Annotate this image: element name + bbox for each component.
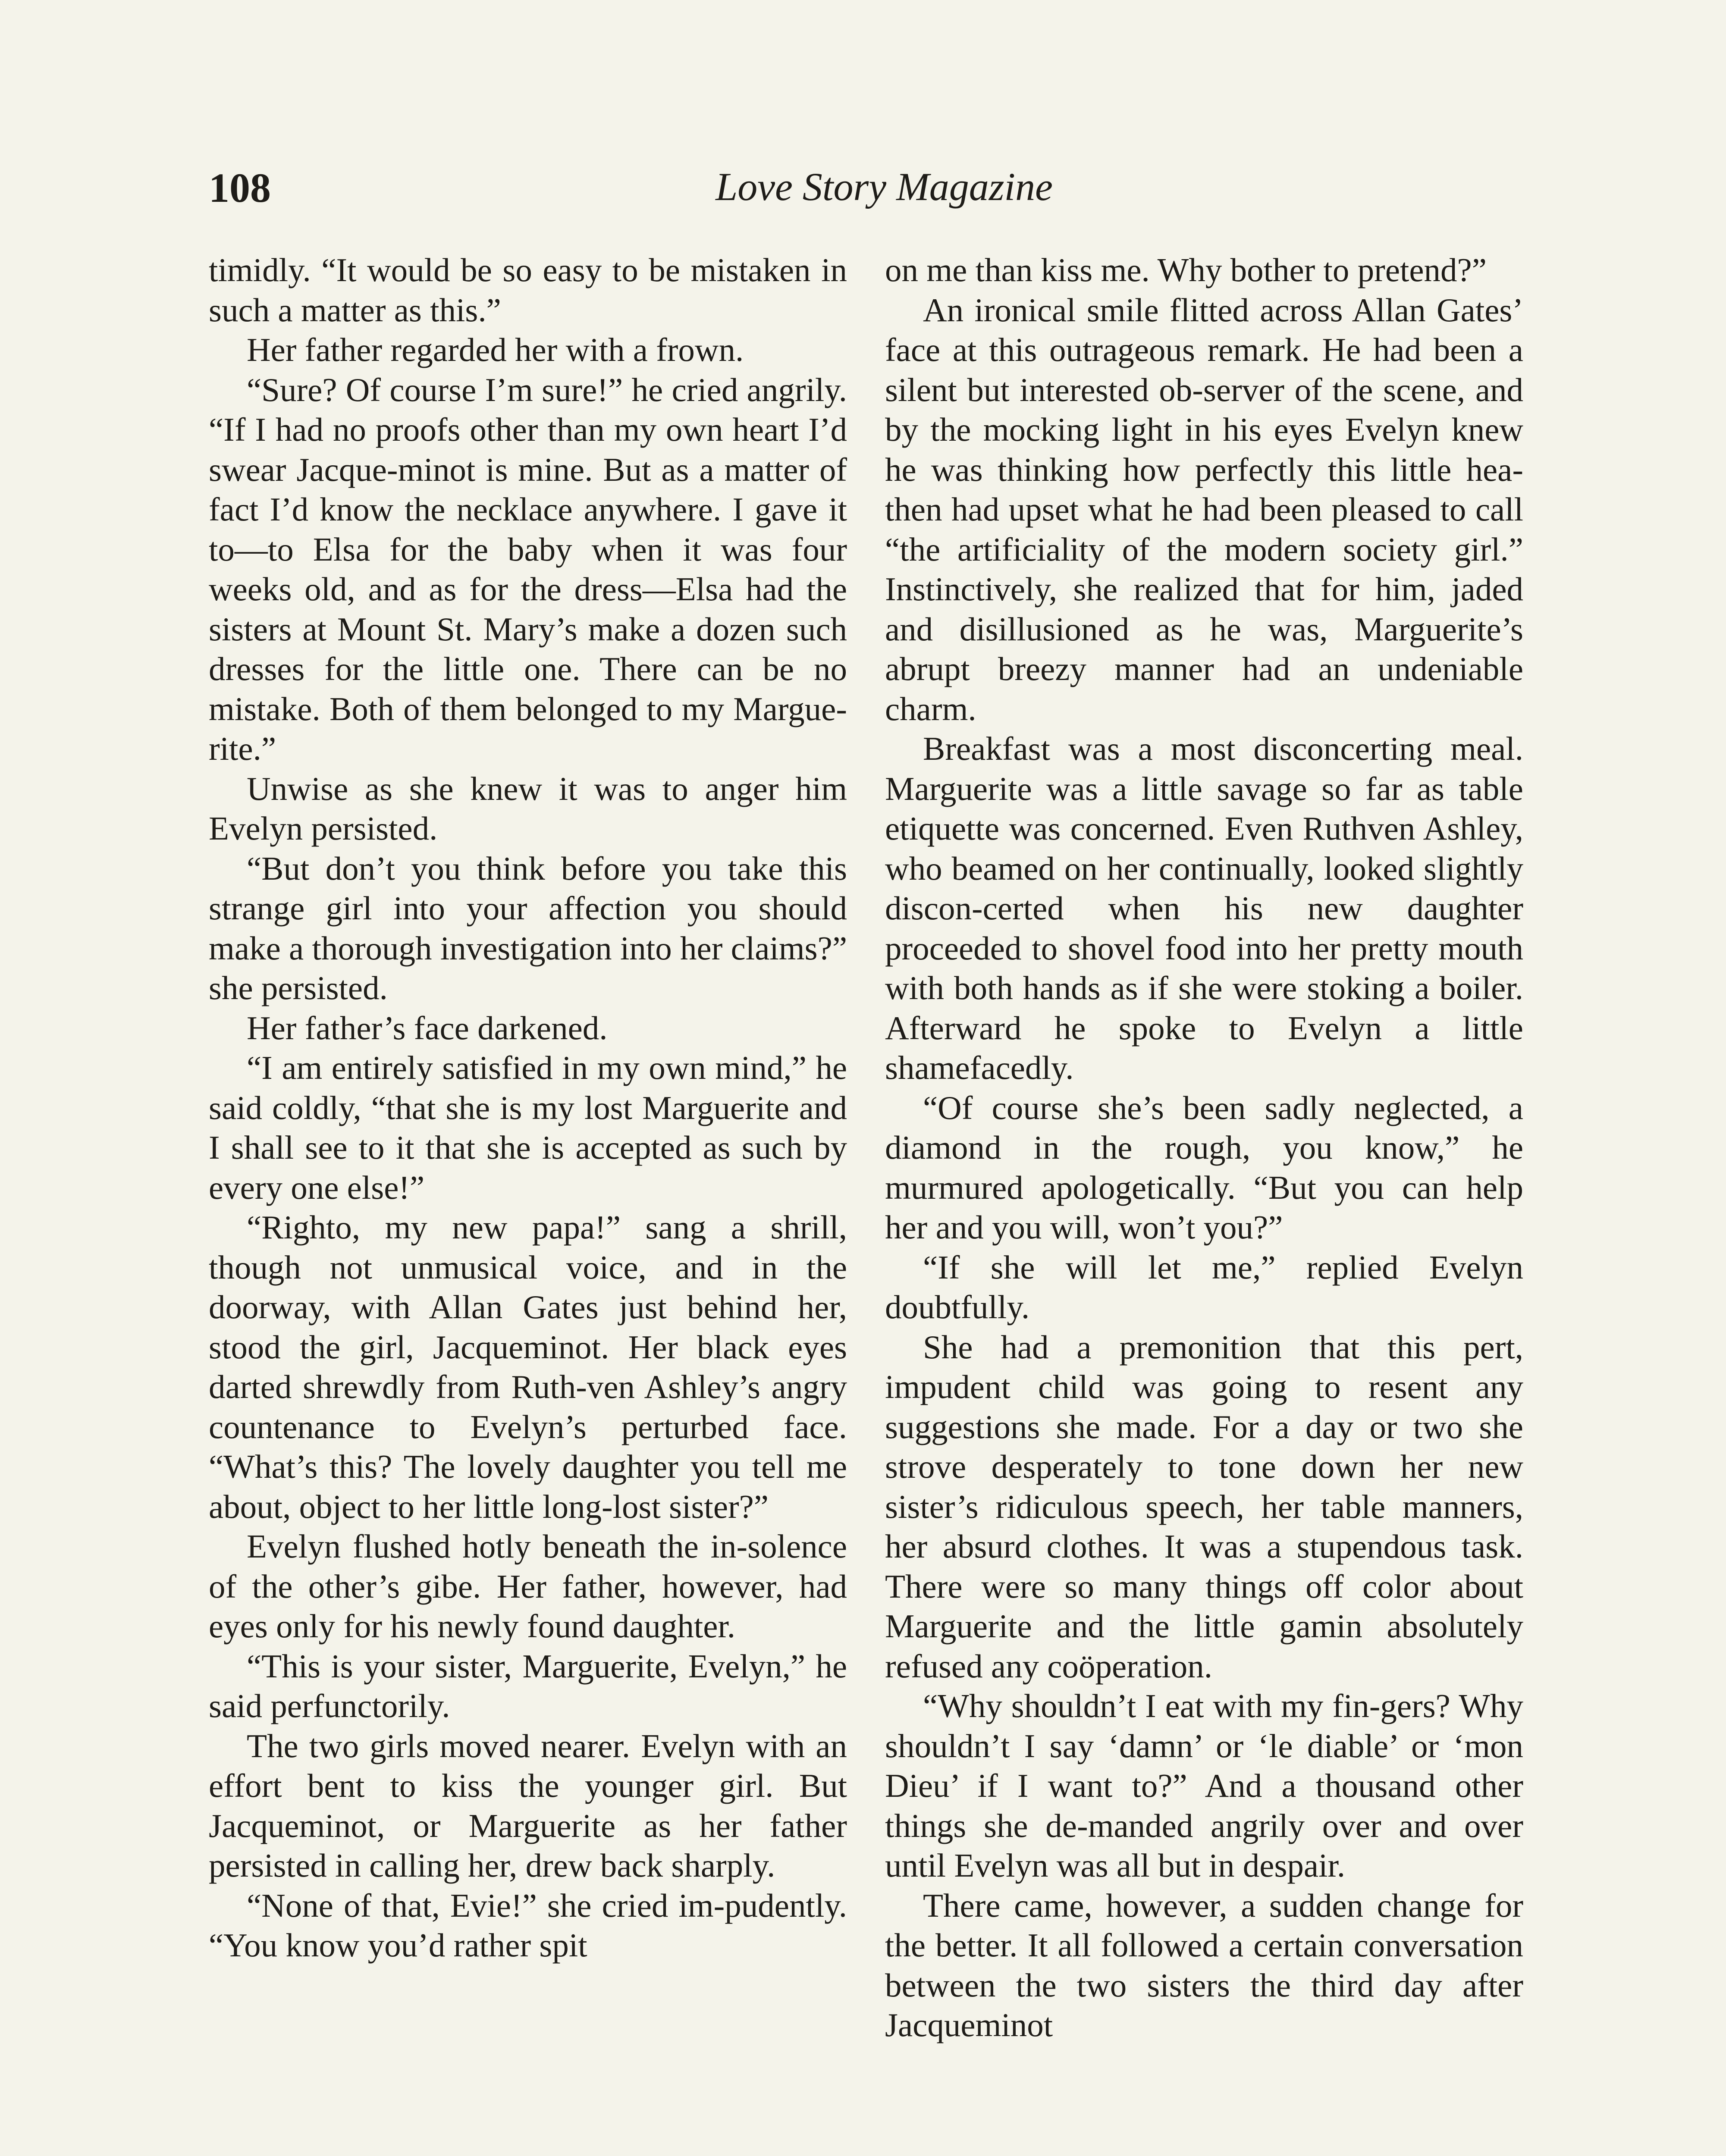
paragraph: Breakfast was a most disconcerting meal. Marguerite was a little savage so far as table etiquette was concerned. Even Ruthven Ashley, who beamed on her continually, looked slightly discon-certed when his new daughter proceeded to shovel food into her pretty mouth with both hands as if she were stoking a boiler. Afterward he spoke to Evelyn a little shamefacedly. <box>885 730 1523 1086</box>
left-column <box>209 250 847 1965</box>
paragraph: “Why shouldn’t I eat with my fin-gers? Why shouldn’t I say ‘damn’ or ‘le diable’ or ‘mon Dieu’ if I want to?” And a thousand other things she de-manded angrily over and over until Evelyn was all but in despair. <box>885 1687 1523 1884</box>
paragraph: “I am entirely satisfied in my own mind,” he said coldly, “that she is my lost Marguerite and I shall see to it that she is accepted as such by every one else!” <box>209 1049 847 1206</box>
paragraph: “This is your sister, Marguerite, Evelyn,” he said perfunctorily. <box>209 1647 847 1724</box>
paragraph: Evelyn flushed hotly beneath the in-solence of the other’s gibe. Her father, however, had eyes only for his newly found daughter. <box>209 1528 847 1645</box>
paragraph: “If she will let me,” replied Evelyn doubtfully. <box>885 1248 1523 1326</box>
paragraph: timidly. “It would be so easy to be mistaken in such a matter as this.” <box>209 251 847 329</box>
paragraph: on me than kiss me. Why bother to pretend?” <box>885 251 1487 288</box>
paragraph: Unwise as she knew it was to anger him Evelyn persisted. <box>209 770 847 847</box>
paragraph: There came, however, a sudden change for the better. It all followed a certain conversation between the two sisters the third day after Jacqueminot <box>885 1887 1523 2043</box>
paragraph: “But don’t you think before you take this strange girl into your affection you should make a thorough investigation into her claims?” she persisted. <box>209 849 847 1006</box>
paragraph: She had a premonition that this pert, impudent child was going to resent any suggestions she made. For a day or two she strove desperately to tone down her new sister’s ridiculous speech, her table manners, her absurd clothes. It was a stupendous task. There were so many things off color about Marguerite and the little gamin absolutely refused any coöperation. <box>885 1328 1523 1685</box>
paragraph: “Of course she’s been sadly neglected, a diamond in the rough, you know,” he murmured apologetically. “But you can help her and you will, won’t you?” <box>885 1089 1523 1246</box>
paragraph: The two girls moved nearer. Evelyn with an effort bent to kiss the younger girl. But Jacqueminot, or Marguerite as her father persisted in calling her, drew back sharply. <box>209 1727 847 1884</box>
paragraph: An ironical smile flitted across Allan Gates’ face at this outrageous remark. He had been a silent but interested ob-server of the scene, and by the mocking light in his eyes Evelyn knew he was thinking how perfectly this little hea-then had upset what he had been pleased to call “the artificiality of the modern society girl.” Instinctively, she realized that for him, jaded and disillusioned as he was, Marguerite’s abrupt breezy manner had an undeniable charm. <box>885 291 1523 727</box>
right-column <box>885 250 1523 2045</box>
paragraph: “Sure? Of course I’m sure!” he cried angrily. “If I had no proofs other than my own heart I’d swear Jacque-minot is mine. But as a matter of fact I’d know the necklace anywhere. I gave it to—to Elsa for the baby when it was four weeks old, and as for the dress—Elsa had the sisters at Mount St. Mary’s make a dozen such dresses for the little one. There can be no mistake. Both of them belonged to my Margue-rite.” <box>209 371 847 767</box>
paragraph: Her father regarded her with a frown. <box>247 331 744 368</box>
page-number: 108 <box>209 165 271 211</box>
magazine-title: Love Story Magazine <box>716 165 1053 209</box>
paragraph: “Righto, my new papa!” sang a shrill, though not unmusical voice, and in the doorway, with Allan Gates just behind her, stood the girl, Jacqueminot. Her black eyes darted shrewdly from Ruth-ven Ashley’s angry countenance to Evelyn’s perturbed face. “What’s this? The lovely daughter you tell me about, object to her little long-lost sister?” <box>209 1209 847 1525</box>
paragraph: Her father’s face darkened. <box>247 1009 608 1047</box>
paragraph: “None of that, Evie!” she cried im-pudently. “You know you’d rather spit <box>209 1887 847 1964</box>
